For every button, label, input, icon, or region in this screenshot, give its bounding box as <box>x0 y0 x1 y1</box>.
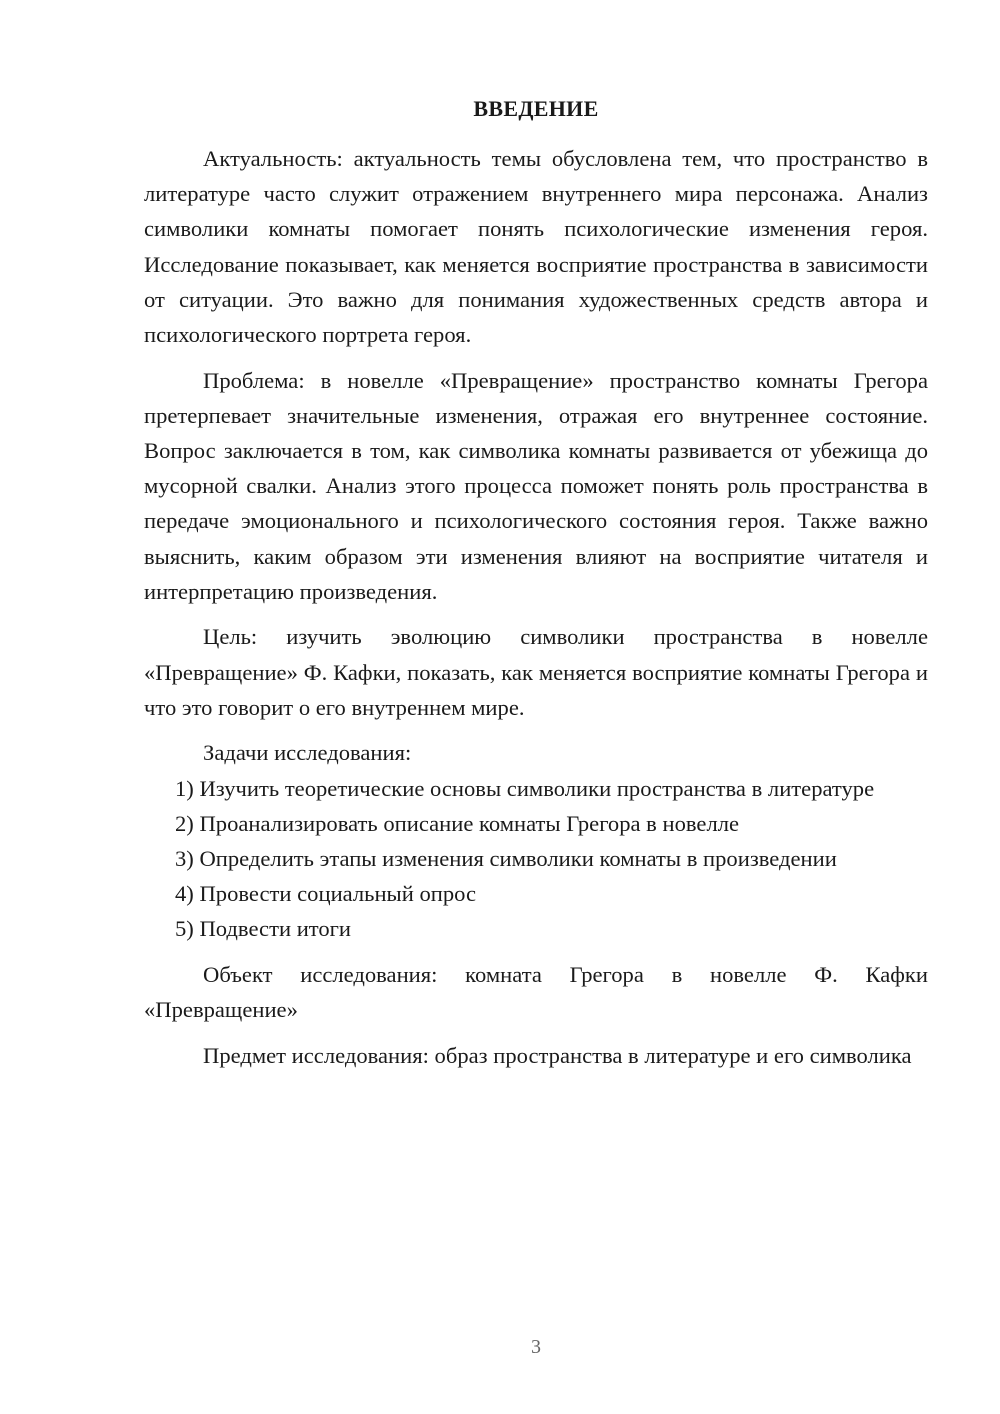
task-item: 2) Проанализировать описание комнаты Грегора в новелле <box>175 810 740 836</box>
goal-paragraph: Цель: изучить эволюцию символики пространства в новелле «Превращение» Ф. Кафки, показать, как меняется восприятие комнаты Грегора и что это говорит о его внутреннем мире. <box>144 624 928 720</box>
tasks-heading: Задачи исследования: <box>203 740 412 766</box>
task-item: 3) Определить этапы изменения символики комнаты в произведении <box>175 846 837 872</box>
subject-paragraph: Предмет исследования: образ пространства в литературе и его символика <box>203 1042 912 1068</box>
page-title: ВВЕДЕНИЕ <box>473 96 599 121</box>
task-item: 4) Провести социальный опрос <box>175 881 477 907</box>
object-paragraph: Объект исследования: комната Грегора в новелле Ф. Кафки «Превращение» <box>144 962 928 1023</box>
problem-paragraph: Проблема: в новелле «Превращение» пространство комнаты Грегора претерпевает значительные изменения, отражая его внутреннее состояние. Вопрос заключается в том, как символика комнаты развивается от убежища до мусорной свалки. Анализ этого процесса поможет понять роль пространства в передаче эмоционального и психологического состояния героя. Также важно выяснить, каким образом эти изменения влияют на восприятие читателя и интерпретацию произведения. <box>144 367 928 604</box>
task-item: 1) Изучить теоретические основы символики пространства в литературе <box>175 775 875 801</box>
page-number: 3 <box>531 1336 541 1358</box>
document-body <box>144 141 928 1073</box>
task-item: 5) Подвести итоги <box>175 916 352 942</box>
relevance-paragraph: Актуальность: актуальность темы обусловлена тем, что пространство в литературе часто служит отражением внутреннего мира персонажа. Анализ символики комнаты помогает понять психологические изменения героя. Исследование показывает, как меняется восприятие пространства в зависимости от ситуации. Это важно для понимания художественных средств автора и психологического портрета героя. <box>144 146 928 348</box>
